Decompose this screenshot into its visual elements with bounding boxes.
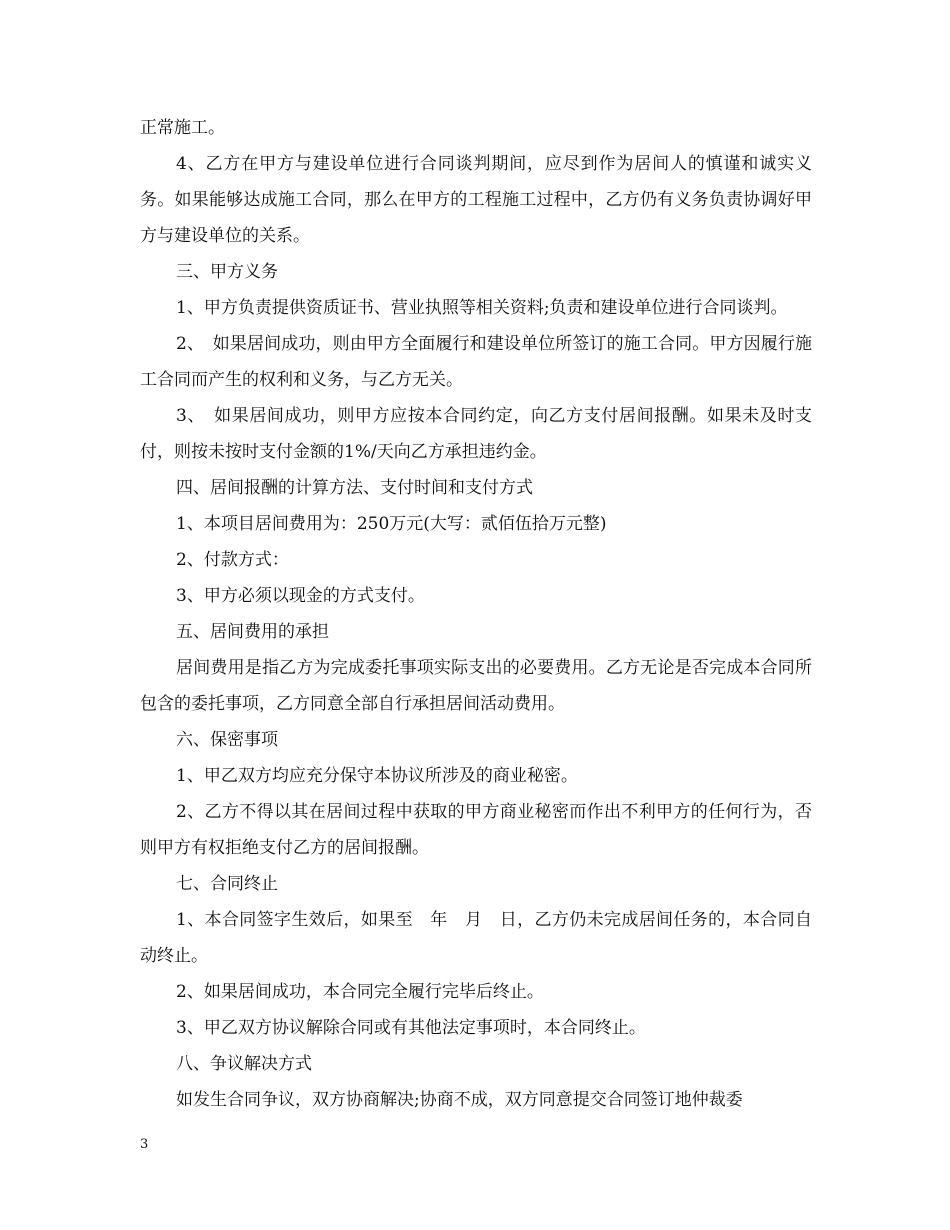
paragraph: 2、 如果居间成功，则由甲方全面履行和建设单位所签订的施工合同。甲方因履行施工合同而产生的权利和义务，与乙方无关。 [140,334,812,390]
paragraph: 七、合同终止 [176,874,278,894]
paragraph: 3、甲方必须以现金的方式支付。 [176,586,425,606]
paragraph: 1、甲方负责提供资质证书、营业执照等相关资料;负责和建设单位进行合同谈判。 [176,298,788,318]
paragraph: 三、甲方义务 [176,262,278,282]
paragraph: 四、居间报酬的计算方法、支付时间和支付方式 [176,478,533,498]
paragraph: 如发生合同争议，双方协商解决;协商不成，双方同意提交合同签订地仲裁委 [176,1090,743,1110]
paragraph: 4、乙方在甲方与建设单位进行合同谈判期间，应尽到作为居间人的慎谨和诚实义务。如果能够达成施工合同，那么在甲方的工程施工过程中，乙方仍有义务负责协调好甲方与建设单位的关系。 [140,154,812,246]
paragraph: 六、保密事项 [176,730,278,750]
paragraph: 2、乙方不得以其在居间过程中获取的甲方商业秘密而作出不利甲方的任何行为，否则甲方有权拒绝支付乙方的居间报酬。 [140,802,812,858]
paragraph: 居间费用是指乙方为完成委托事项实际支出的必要费用。乙方无论是否完成本合同所包含的委托事项，乙方同意全部自行承担居间活动费用。 [140,658,812,714]
page-number: 3 [140,1137,149,1152]
paragraph: 八、争议解决方式 [176,1054,312,1074]
paragraph: 2、付款方式： [176,550,289,570]
paragraph: 3、 如果居间成功，则甲方应按本合同约定，向乙方支付居间报酬。如果未及时支付，则按未按时支付金额的1%/天向乙方承担违约金。 [140,406,812,462]
paragraph: 1、甲乙双方均应充分保守本协议所涉及的商业秘密。 [176,766,578,786]
paragraph: 2、如果居间成功，本合同完全履行完毕后终止。 [176,982,544,1002]
paragraph: 3、甲乙双方协议解除合同或有其他法定事项时，本合同终止。 [176,1018,646,1038]
document-body [140,110,812,1118]
paragraph: 五、居间费用的承担 [176,622,329,642]
paragraph: 1、本项目居间费用为：250万元(大写：贰佰伍拾万元整) [176,514,607,534]
paragraph: 正常施工。 [140,118,225,138]
paragraph: 1、本合同签字生效后，如果至 年 月 日，乙方仍未完成居间任务的，本合同自动终止。 [140,910,812,966]
